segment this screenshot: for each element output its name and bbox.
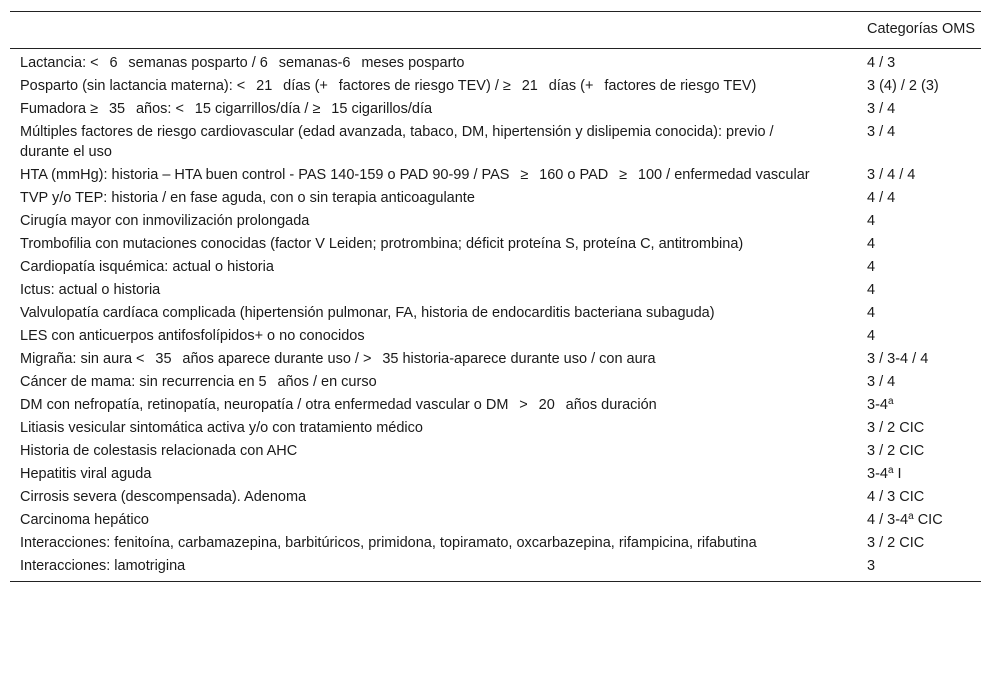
category-value: 3 / 4 — [867, 374, 896, 390]
table-row — [10, 233, 981, 256]
condition-cell: Fumadora ≥ 35 años: < 15 cigarrillos/día / ≥ 15 cigarillos/día — [20, 101, 433, 117]
condition-cell: Migraña: sin aura < 35 años aparece durante uso / > 35 historia-aparece durante uso / con aura — [20, 351, 656, 367]
table-row — [10, 463, 981, 486]
contraception-criteria-table-container — [10, 11, 981, 582]
category-value: 4 / 3 CIC — [867, 489, 925, 505]
category-cell — [857, 210, 981, 233]
category-value: 4 — [867, 236, 876, 252]
category-cell — [857, 164, 981, 187]
condition-cell: Carcinoma hepático — [20, 512, 149, 528]
category-value: 4 / 3 — [867, 55, 896, 71]
category-value: 4 / 4 — [867, 190, 896, 206]
category-value: 4 — [867, 259, 876, 275]
category-value: 3-4 — [867, 397, 888, 413]
category-cell — [857, 302, 981, 325]
table-row — [10, 440, 981, 463]
table-row — [10, 164, 981, 187]
table-row — [10, 256, 981, 279]
category-cell — [857, 348, 981, 371]
condition-cell: Hepatitis viral aguda — [20, 466, 152, 482]
condition-cell: Cáncer de mama: sin recurrencia en 5 años / en curso — [20, 374, 377, 390]
condition-cell: Lactancia: < 6 semanas posparto / 6 semanas-6 meses posparto — [20, 55, 465, 71]
category-value: 3 / 2 CIC — [867, 535, 925, 551]
condition-cell: Cardiopatía isquémica: actual o historia — [20, 259, 274, 275]
category-cell — [857, 75, 981, 98]
category-value: 3-4 — [867, 466, 888, 482]
table-row — [10, 348, 981, 371]
condition-cell: TVP y/o TEP: historia / en fase aguda, con o sin terapia anticoagulante — [20, 190, 475, 206]
category-value: 3 / 2 CIC — [867, 443, 925, 459]
category-cell — [857, 440, 981, 463]
category-cell — [857, 555, 981, 582]
table-row — [10, 210, 981, 233]
category-value: 3 / 4 — [867, 124, 896, 140]
table-row — [10, 371, 981, 394]
table-row — [10, 98, 981, 121]
category-value: 3 / 3-4 / 4 — [867, 351, 929, 367]
condition-cell: Cirugía mayor con inmovilización prolongada — [20, 213, 310, 229]
category-value: 3 / 2 CIC — [867, 420, 925, 436]
category-value: 4 — [867, 213, 876, 229]
table-header-row — [10, 12, 981, 49]
condition-cell: Cirrosis severa (descompensada). Adenoma — [20, 489, 307, 505]
category-value: 4 — [867, 282, 876, 298]
header-category: Categorías OMS — [867, 21, 975, 37]
table-row — [10, 187, 981, 210]
header-condition — [10, 12, 857, 49]
category-cell — [857, 98, 981, 121]
table-row — [10, 121, 981, 164]
condition-cell: Litiasis vesicular sintomática activa y/o con tratamiento médico — [20, 420, 423, 436]
category-value: 3 — [867, 558, 876, 574]
condition-cell: LES con anticuerpos antifosfolípidos+ o no conocidos — [20, 328, 365, 344]
category-cell — [857, 371, 981, 394]
table-row — [10, 325, 981, 348]
category-cell — [857, 279, 981, 302]
category-cell — [857, 256, 981, 279]
category-cell — [857, 532, 981, 555]
condition-cell: Ictus: actual o historia — [20, 282, 161, 298]
category-value: 4 — [867, 328, 876, 344]
category-cell — [857, 233, 981, 256]
category-cell — [857, 187, 981, 210]
category-value: 3 / 4 — [867, 101, 896, 117]
category-suffix: CIC — [913, 512, 943, 528]
condition-cell: DM con nefropatía, retinopatía, neuropatía / otra enfermedad vascular o DM > 20 años duración — [20, 397, 657, 413]
category-cell — [857, 417, 981, 440]
table-row — [10, 302, 981, 325]
table-row — [10, 555, 981, 582]
table-row — [10, 279, 981, 302]
table-row — [10, 486, 981, 509]
category-cell — [857, 509, 981, 532]
footnote-marker: a — [887, 396, 894, 407]
category-value: 3 (4) / 2 (3) — [867, 78, 939, 94]
condition-cell: Interacciones: lamotrigina — [20, 558, 186, 574]
condition-cell: Historia de colestasis relacionada con AHC — [20, 443, 298, 459]
category-value: 3 / 4 / 4 — [867, 167, 916, 183]
table-body — [10, 49, 981, 582]
condition-cell: Múltiples factores de riesgo cardiovascular (edad avanzada, tabaco, DM, hipertensión y dislipemia conocida): previo / durante el uso — [20, 124, 774, 160]
table-row — [10, 49, 981, 76]
contraception-criteria-table — [10, 11, 981, 582]
category-cell — [857, 121, 981, 164]
category-cell — [857, 463, 981, 486]
table-row — [10, 394, 981, 417]
category-cell — [857, 486, 981, 509]
table-row — [10, 75, 981, 98]
category-suffix: I — [893, 466, 902, 482]
condition-cell: Trombofilia con mutaciones conocidas (factor V Leiden; protrombina; déficit proteína S, proteína C, antitrombina) — [20, 236, 744, 252]
category-cell — [857, 49, 981, 76]
category-cell — [857, 325, 981, 348]
category-value: 4 — [867, 305, 876, 321]
condition-cell: Interacciones: fenitoína, carbamazepina, barbitúricos, primidona, topiramato, oxcarbazepina, rifampicina, rifabutina — [20, 535, 757, 551]
table-row — [10, 509, 981, 532]
category-value: 4 / 3-4 — [867, 512, 909, 528]
footnote-marker: a — [887, 465, 894, 476]
table-row — [10, 417, 981, 440]
condition-cell: Posparto (sin lactancia materna): < 21 días (+ factores de riesgo TEV) / ≥ 21 días (+ factores de riesgo TEV) — [20, 78, 757, 94]
condition-cell: Valvulopatía cardíaca complicada (hipertensión pulmonar, FA, historia de endocarditis bacteriana subaguda) — [20, 305, 715, 321]
table-row — [10, 532, 981, 555]
footnote-marker: a — [908, 511, 914, 522]
category-cell — [857, 394, 981, 417]
condition-cell: HTA (mmHg): historia – HTA buen control - PAS 140-159 o PAD 90-99 / PAS ≥ 160 o PAD ≥ 100 / enfermedad vascular — [20, 167, 810, 183]
